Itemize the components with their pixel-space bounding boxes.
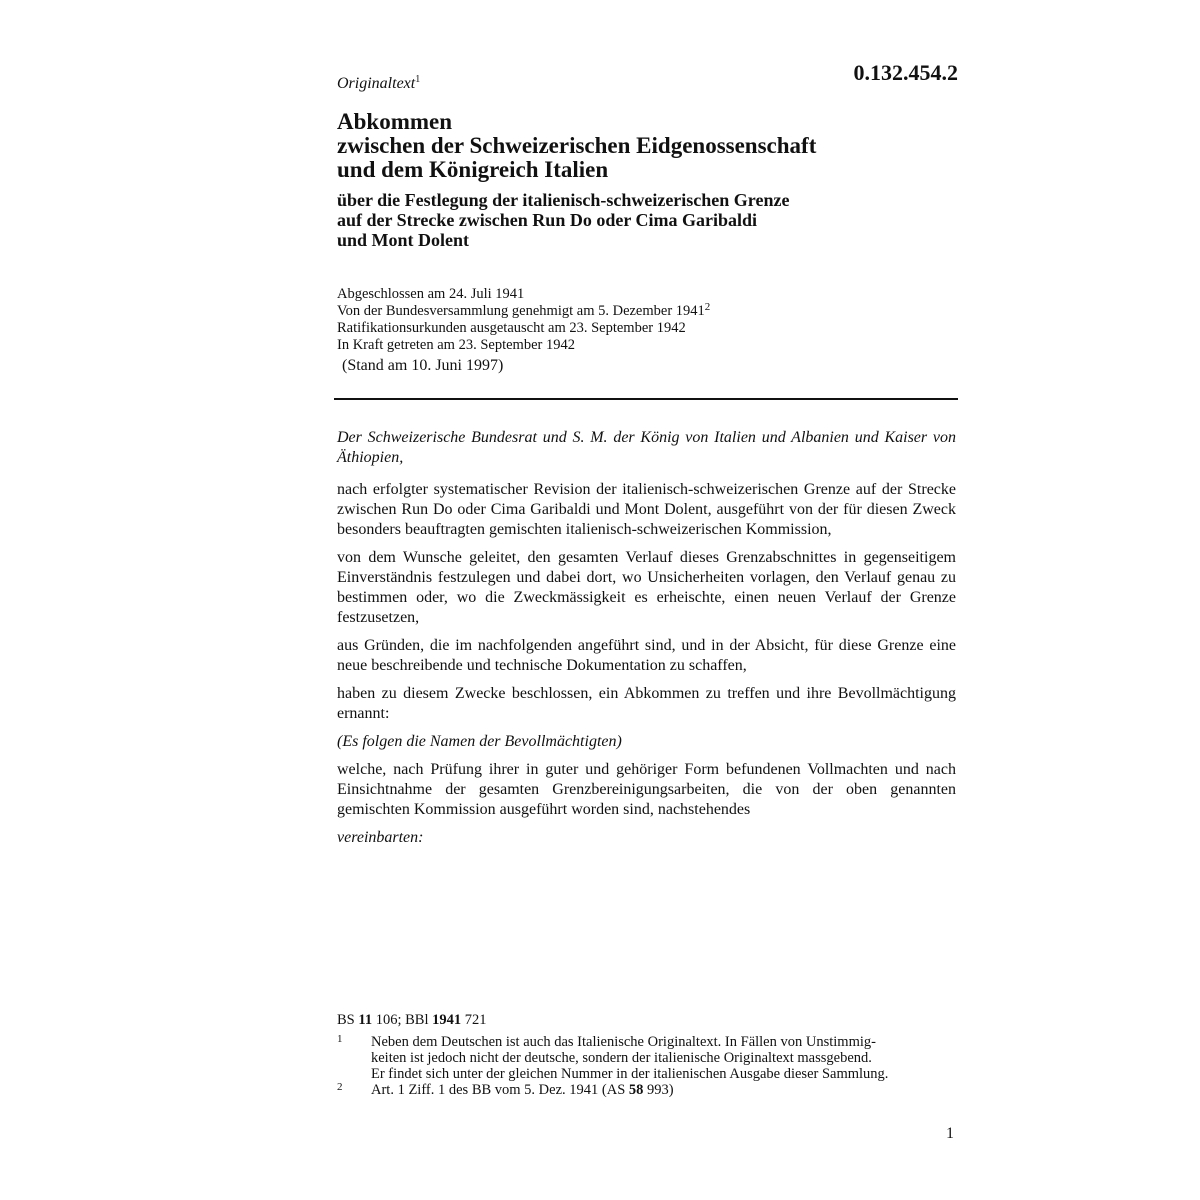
paragraph: welche, nach Prüfung ihrer in guter und gehöriger Form befundenen Vollmachten und nach Einsichtnahme der gesamten Grenzbereinigungsarbeiten, die von der oben genannten gemischten Kommission ausgeführt worden sind, nachstehendes — [337, 761, 956, 818]
as-volume: 58 — [628, 1082, 644, 1098]
footnote-ref-2[interactable]: 2 — [704, 301, 711, 313]
approval-date — [337, 303, 710, 320]
date-block — [337, 286, 710, 354]
footnote-number: 2 — [337, 1081, 343, 1093]
original-label-text: Originaltext — [337, 75, 416, 92]
title-line: zwischen der Schweizerischen Eidgenossenschaft — [337, 133, 817, 158]
original-text-label — [337, 74, 420, 93]
bbl-year: 1941 — [432, 1012, 462, 1028]
status-date: (Stand am 10. Juni 1997) — [342, 357, 504, 374]
sr-number: 0.132.454.2 — [853, 60, 958, 85]
paragraph: von dem Wunsche geleitet, den gesamten Verlauf dieses Grenzabschnittes in gegenseitigem Einverständnis festzulegen und dabei dort, wo Unsicherheiten vorlagen, den Verlauf genau zu bestimmen oder, wo die Zweckmässigkeit es erheischte, einen neuen Verlauf der Grenze festzusetzen, — [337, 549, 956, 626]
footnote-text — [371, 1034, 961, 1082]
bs-prefix: BS — [337, 1012, 359, 1028]
document-title — [337, 110, 816, 182]
footnote-ref-1[interactable]: 1 — [415, 74, 421, 85]
footnote-line: Neben dem Deutschen ist auch das Italienische Originaltext. In Fällen von Unstimmig- — [371, 1034, 876, 1050]
approval-text: Von der Bundesversammlung genehmigt am 5. Dezember 1941 — [337, 303, 705, 319]
paragraph: haben zu diesem Zwecke beschlossen, ein Abkommen zu treffen und ihre Bevollmächtigung ernannt: — [337, 685, 956, 722]
paragraph: nach erfolgter systematischer Revision der italienisch-schweizerischen Grenze auf der Strecke zwischen Run Do oder Cima Garibaldi und Mont Dolent, ausgeführt von der für diesen Zweck besonders beauftragten gemischten italienisch-schweizerischen Kommission, — [337, 481, 956, 538]
source-reference — [337, 1012, 486, 1029]
bbl-page: 721 — [461, 1012, 487, 1028]
footnote-line: keiten ist jedoch nicht der deutsche, sondern der italienische Originaltext massgebend. — [371, 1050, 872, 1066]
concluded-date: Abgeschlossen am 24. Juli 1941 — [337, 286, 525, 302]
page-number: 1 — [946, 1125, 954, 1142]
footnote-line — [371, 1082, 961, 1098]
footnote-text-part: Art. 1 Ziff. 1 des BB vom 5. Dez. 1941 (AS — [371, 1082, 629, 1098]
footnote-text — [371, 1082, 961, 1098]
ratification-date: Ratifikationsurkunden ausgetauscht am 23. September 1942 — [337, 320, 686, 336]
title-line: und dem Königreich Italien — [337, 157, 609, 182]
closing-word: vereinbarten: — [337, 829, 424, 846]
title-line: Abkommen — [337, 109, 453, 134]
subtitle-line: auf der Strecke zwischen Run Do oder Cima Garibaldi — [337, 210, 758, 230]
subtitle-line: über die Festlegung der italienisch-schweizerischen Grenze — [337, 190, 790, 210]
bs-page: 106; BBl — [372, 1012, 433, 1028]
subtitle-line: und Mont Dolent — [337, 230, 470, 250]
in-force-date: In Kraft getreten am 23. September 1942 — [337, 337, 575, 353]
plenipotentiaries-note: (Es folgen die Namen der Bevollmächtigten) — [337, 733, 622, 750]
preamble: Der Schweizerische Bundesrat und S. M. der König von Italien und Albanien und Kaiser von Äthiopien, — [337, 429, 956, 466]
footnote-number: 1 — [337, 1033, 343, 1045]
footnote-line: Er findet sich unter der gleichen Nummer in der italienischen Ausgabe dieser Sammlung. — [371, 1066, 889, 1082]
paragraph: aus Gründen, die im nachfolgenden angeführt sind, und in der Absicht, für diese Grenze eine neue beschreibende und technische Dokumentation zu schaffen, — [337, 637, 956, 674]
document-subtitle — [337, 190, 789, 250]
document-body — [337, 428, 956, 856]
bs-volume: 11 — [358, 1012, 373, 1028]
header-divider — [334, 398, 958, 400]
footnote-text-part: 993) — [643, 1082, 674, 1098]
